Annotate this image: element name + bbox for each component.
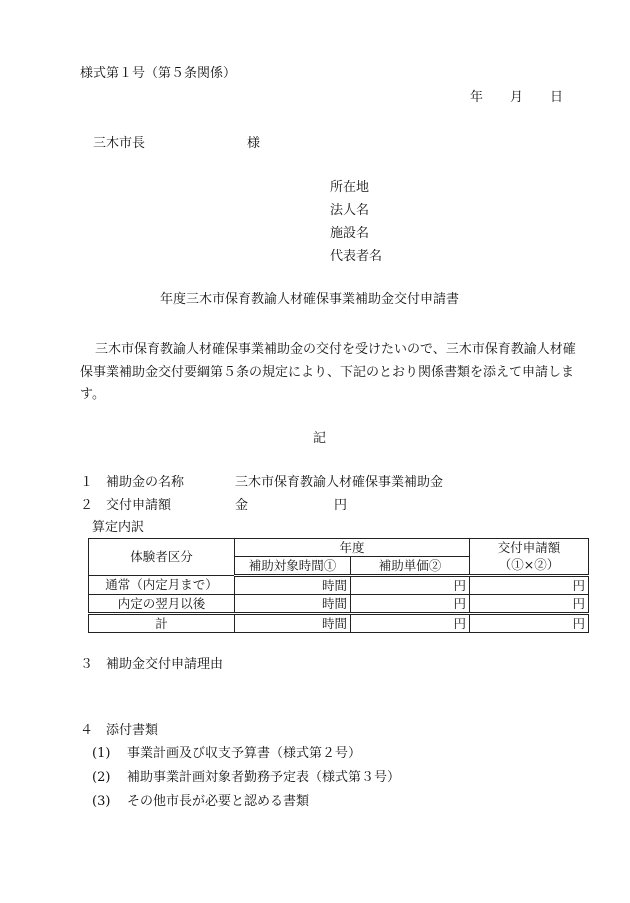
applicant-address-label: 所在地 [330,180,370,195]
attachment-item [92,746,361,762]
header-year: 年度 [235,539,470,557]
item-number: １ [80,475,94,490]
calculation-table [88,538,589,633]
attachment-number: (1) [92,746,111,761]
ki-heading: 記 [313,431,327,446]
row-hours-cell[interactable]: 時間 [235,614,351,633]
calculation-breakdown-label: 算定内訳 [92,520,145,535]
amount-prefix: 金 [235,498,249,513]
attachment-text: 補助事業計画対象者勤務予定表（様式第３号） [127,770,401,785]
attachment-text: 事業計画及び収支予算書（様式第２号） [127,746,362,761]
item-application-reason [80,657,223,673]
row-hours-cell[interactable]: 時間 [235,595,351,614]
document-title: 年度三木市保育教諭人材確保事業補助金交付申請書 [160,292,460,307]
item-value: 三木市保育教諭人材確保事業補助金 [235,475,444,490]
addressee-name: 三木市長 [93,136,146,151]
date-month: 月 [510,90,524,105]
item-label: 交付申請額 [106,498,172,513]
row-amount-cell[interactable]: 円 [470,614,589,633]
row-category: 計 [89,614,235,633]
header-amount-line2: （①×②） [470,557,589,576]
header-hours: 補助対象時間① [235,557,351,576]
date-day: 日 [550,90,564,105]
addressee [93,136,261,152]
table-row-total [89,614,589,633]
attachment-item [92,770,400,786]
table-row [89,595,589,614]
addressee-honorific: 様 [247,136,261,151]
row-hours-cell[interactable]: 時間 [235,576,351,595]
row-amount-cell[interactable]: 円 [470,595,589,614]
date-line [470,90,563,106]
item-label: 補助金の名称 [106,475,185,490]
body-text: 三木市保育教諭人材確保事業補助金の交付を受けたいので、三木市保育教諭人材確保事業補助金交付要綱第５条の規定により、下記のとおり関係書類を添えて申請します。 [80,342,576,402]
row-amount-cell[interactable]: 円 [470,576,589,595]
item-subsidy-name [80,475,443,491]
attachment-text: その他市長が必要と認める書類 [127,794,310,809]
applicant-corporation-label: 法人名 [330,203,370,218]
item-number: ３ [80,657,94,672]
table-row [89,576,589,595]
row-unit-price-cell[interactable]: 円 [351,614,470,633]
header-category: 体験者区分 [89,539,235,576]
header-unit-price: 補助単価② [351,557,470,576]
item-attachments [80,723,158,739]
attachment-number: (2) [92,770,111,785]
attachment-number: (3) [92,794,111,809]
form-number: 様式第１号（第５条関係） [80,66,237,81]
attachment-item [92,794,309,810]
item-number: ４ [80,723,94,738]
row-unit-price-cell[interactable]: 円 [351,576,470,595]
applicant-facility-label: 施設名 [330,226,370,241]
item-number: ２ [80,498,94,513]
row-category: 内定の翌月以後 [89,595,235,614]
header-amount-line1: 交付申請額 [470,539,589,557]
item-application-amount [80,498,347,514]
amount-unit: 円 [334,498,348,513]
row-unit-price-cell[interactable]: 円 [351,595,470,614]
item-label: 補助金交付申請理由 [106,657,224,672]
item-label: 添付書類 [106,723,159,738]
applicant-representative-label: 代表者名 [330,249,383,264]
row-category: 通常（内定月まで） [89,576,235,595]
applicant-fields [330,180,382,272]
date-year: 年 [470,90,484,105]
